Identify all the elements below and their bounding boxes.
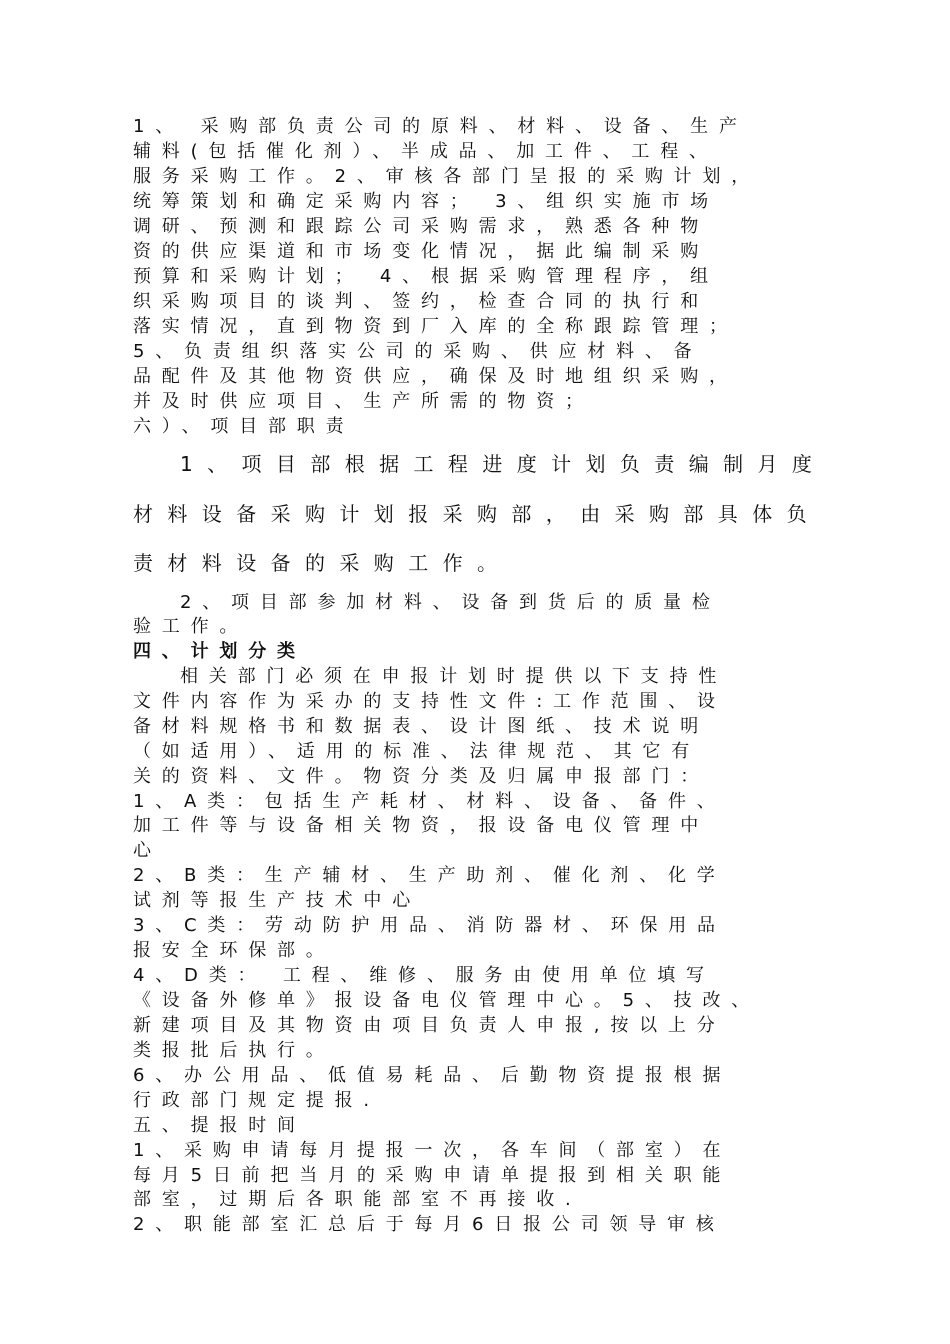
text-line: 5、负责组织落实公司的采购、供应材料、备 [133,341,703,362]
text-line: 《设备外修单》报设备电仪管理中心。5、技改、 [133,990,761,1011]
text-line: 责材料设备的采购工作。 [133,551,512,575]
text-line: 品配件及其他物资供应，确保及时地组织采购， [133,366,738,387]
text-line: 新建项目及其物资由项目负责人申报,按以上分 [133,1015,726,1036]
text-line: 6、办公用品、低值易耗品、后勤物资提报根据 [133,1065,732,1086]
text-line: 1、 采购部负责公司的原料、材料、设备、生产 [133,116,748,137]
section-heading: 六）、项目部职责 [133,416,355,437]
text-line: 2、职能部室汇总后于每月6日报公司领导审核 [133,1214,725,1235]
text-line: 行政部门规定提报. [133,1090,380,1111]
text-line: 报安全环保部。 [133,940,335,961]
text-line: （如适用）、适用的标准、法律规范、其它有 [133,741,700,762]
text-line: 心 [133,840,162,861]
text-line: 备材料规格书和数据表、设计图纸、技术说明 [133,716,709,737]
text-line: 1、项目部根据工程进度计划负责编制月度 [180,452,827,476]
text-line: 试剂等报生产技术中心 [133,890,421,911]
text-line: 2、B类：生产辅材、生产助剂、催化剂、化学 [133,865,726,886]
text-line: 材料设备采购计划报采购部，由采购部具体负 [133,502,821,526]
text-line: 验工作。 [133,616,249,637]
section-heading: 四、计划分类 [133,641,306,662]
text-line: 每月5日前把当月的采购申请单提报到相关职能 [133,1165,732,1186]
section-heading: 五、提报时间 [133,1115,306,1136]
text-line: 1、A类：包括生产耗材、材料、设备、备件、 [133,791,726,812]
text-line: 织采购项目的谈判、签约，检查合同的执行和 [133,291,709,312]
text-line: 资的供应渠道和市场变化情况，据此编制采购 [133,241,709,262]
text-line: 类报批后执行。 [133,1040,335,1061]
text-line: 4、D类： 工程、维修、服务由使用单位填写 [133,965,715,986]
text-line: 关的资料、文件。物资分类及归属申报部门： [133,766,709,787]
text-line: 统筹策划和确定采购内容； 3、组织实施市场 [133,191,719,212]
text-line: 相关部门必须在申报计划时提供以下支持性 [180,666,728,687]
text-line: 辅料(包括催化剂）、半成品、加工件、工程、 [133,141,718,162]
text-line: 落实情况，直到物资到厂入库的全称跟踪管理； [133,316,738,337]
text-line: 服务采购工作。2、审核各部门呈报的采购计划， [133,166,761,187]
text-line: 部室，过期后各职能部室不再接收. [133,1189,582,1210]
text-line: 2、项目部参加材料、设备到货后的质量检 [180,592,721,613]
text-line: 调研、预测和跟踪公司采购需求，熟悉各种物 [133,216,709,237]
text-line: 文件内容作为采办的支持性文件:工作范围、设 [133,691,726,712]
text-line: 加工件等与设备相关物资，报设备电仪管理中 [133,815,709,836]
text-line: 1、采购申请每月提报一次，各车间（部室）在 [133,1140,732,1161]
text-line: 预算和采购计划； 4、根据采购管理程序，组 [133,266,719,287]
text-line: 并及时供应项目、生产所需的物资； [133,391,594,412]
text-line: 3、C类：劳动防护用品、消防器材、环保用品 [133,915,726,936]
